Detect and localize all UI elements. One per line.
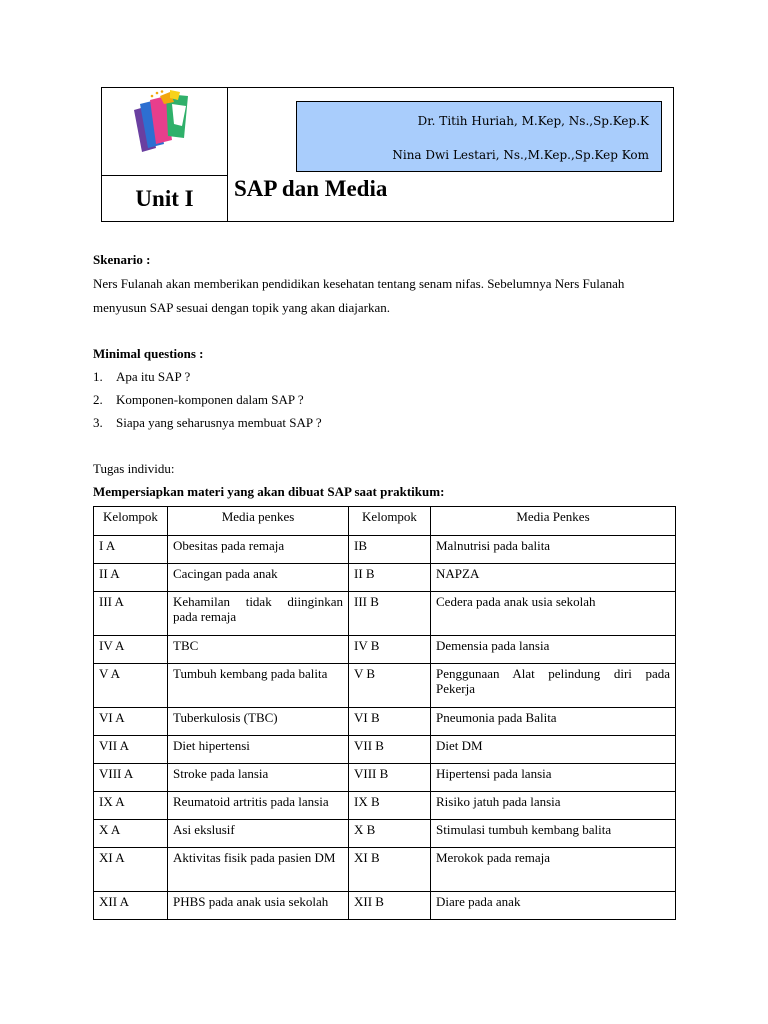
- topic-cell: Diare pada anak: [431, 892, 676, 920]
- author-box: [296, 101, 662, 172]
- group-cell: VIII A: [94, 764, 168, 792]
- unit-label: Unit I: [102, 176, 228, 221]
- author-name: Dr. Titih Huriah, M.Kep, Ns.,Sp.Kep.K: [417, 114, 649, 128]
- questions-heading: Minimal questions :: [93, 346, 204, 361]
- topic-cell: Stimulasi tumbuh kembang balita: [431, 820, 676, 848]
- topic-cell: Diet DM: [431, 736, 676, 764]
- group-cell: III A: [94, 592, 168, 636]
- topic-cell: NAPZA: [431, 564, 676, 592]
- column-header: Media penkes: [168, 507, 349, 536]
- topic-cell: Diet hipertensi: [168, 736, 349, 764]
- topic-cell: Kehamilan tidak diinginkan pada remaja: [168, 592, 349, 636]
- scenario-text-line: menyusun SAP sesuai dengan topik yang akan diajarkan.: [93, 300, 391, 315]
- table-row: [94, 892, 676, 920]
- table-header-row: [94, 507, 676, 536]
- table-row: [94, 736, 676, 764]
- group-cell: I A: [94, 536, 168, 564]
- task-label: Tugas individu:: [93, 461, 175, 476]
- group-cell: IV B: [349, 636, 431, 664]
- group-cell: VII A: [94, 736, 168, 764]
- group-cell: XI B: [349, 848, 431, 892]
- question-item: Komponen-komponen dalam SAP ?: [116, 392, 304, 407]
- group-cell: IX B: [349, 792, 431, 820]
- group-cell: X B: [349, 820, 431, 848]
- question-item: Apa itu SAP ?: [116, 369, 191, 384]
- topic-cell: PHBS pada anak usia sekolah: [168, 892, 349, 920]
- logo-cell: [102, 88, 228, 176]
- scenario-text-line: Ners Fulanah akan memberikan pendidikan kesehatan tentang senam nifas. Sebelumnya Ners Fulanah: [93, 276, 625, 291]
- header-box: [101, 87, 674, 222]
- scenario-heading: Skenario :: [93, 252, 151, 267]
- topic-cell: Demensia pada lansia: [431, 636, 676, 664]
- question-item: Siapa yang seharusnya membuat SAP ?: [116, 415, 322, 430]
- column-header: Kelompok: [94, 507, 168, 536]
- group-cell: V B: [349, 664, 431, 708]
- topic-cell: Cedera pada anak usia sekolah: [431, 592, 676, 636]
- group-cell: VIII B: [349, 764, 431, 792]
- group-cell: XII B: [349, 892, 431, 920]
- table-row: [94, 564, 676, 592]
- topic-cell: Tuberkulosis (TBC): [168, 708, 349, 736]
- topic-cell: Risiko jatuh pada lansia: [431, 792, 676, 820]
- group-cell: III B: [349, 592, 431, 636]
- list-number: 3.: [93, 415, 103, 430]
- table-row: [94, 764, 676, 792]
- group-cell: IB: [349, 536, 431, 564]
- list-number: 1.: [93, 369, 103, 384]
- topic-cell: Aktivitas fisik pada pasien DM: [168, 848, 349, 892]
- table-row: [94, 664, 676, 708]
- topic-cell: Asi ekslusif: [168, 820, 349, 848]
- topic-cell: Cacingan pada anak: [168, 564, 349, 592]
- group-cell: II B: [349, 564, 431, 592]
- topic-cell: Malnutrisi pada balita: [431, 536, 676, 564]
- author-name: Nina Dwi Lestari, Ns.,M.Kep.,Sp.Kep Kom: [392, 148, 649, 162]
- table-row: [94, 848, 676, 892]
- list-number: 2.: [93, 392, 103, 407]
- topic-cell: Hipertensi pada lansia: [431, 764, 676, 792]
- group-cell: IX A: [94, 792, 168, 820]
- group-cell: IV A: [94, 636, 168, 664]
- topic-cell: Pneumonia pada Balita: [431, 708, 676, 736]
- table-row: [94, 636, 676, 664]
- topic-cell: Penggunaan Alat pelindung diri pada Pekerja: [431, 664, 676, 708]
- topic-cell: TBC: [168, 636, 349, 664]
- group-cell: VI A: [94, 708, 168, 736]
- group-table: [93, 506, 676, 920]
- table-row: [94, 708, 676, 736]
- group-cell: II A: [94, 564, 168, 592]
- topic-cell: Merokok pada remaja: [431, 848, 676, 892]
- group-cell: VI B: [349, 708, 431, 736]
- topic-cell: Obesitas pada remaja: [168, 536, 349, 564]
- document-title: SAP dan Media: [234, 176, 388, 201]
- topic-cell: Stroke pada lansia: [168, 764, 349, 792]
- column-header: Kelompok: [349, 507, 431, 536]
- topic-cell: Reumatoid artritis pada lansia: [168, 792, 349, 820]
- table-row: [94, 592, 676, 636]
- column-header: Media Penkes: [431, 507, 676, 536]
- group-cell: XI A: [94, 848, 168, 892]
- task-heading: Mempersiapkan materi yang akan dibuat SAP saat praktikum:: [93, 484, 445, 499]
- table-row: [94, 536, 676, 564]
- topic-cell: Tumbuh kembang pada balita: [168, 664, 349, 708]
- table-row: [94, 792, 676, 820]
- group-cell: VII B: [349, 736, 431, 764]
- table-row: [94, 820, 676, 848]
- group-cell: X A: [94, 820, 168, 848]
- logo-icon: [126, 90, 206, 160]
- group-cell: XII A: [94, 892, 168, 920]
- group-cell: V A: [94, 664, 168, 708]
